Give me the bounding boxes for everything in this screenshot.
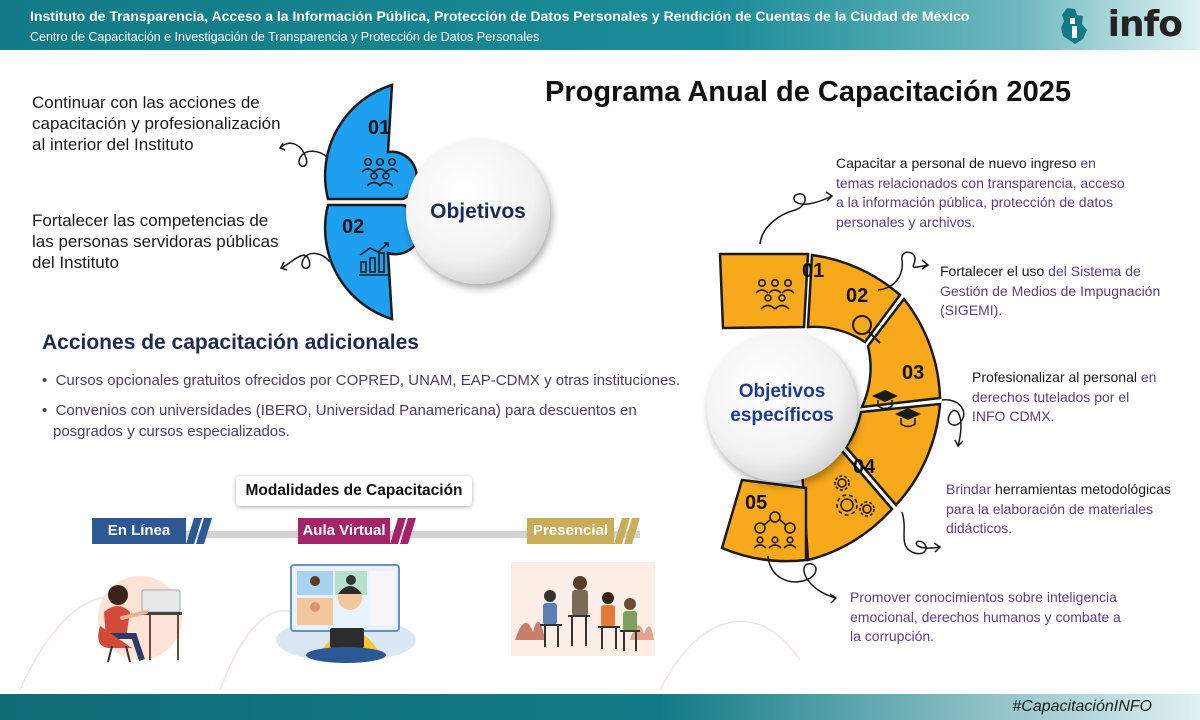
especifico-04-text bbox=[946, 480, 1171, 539]
acciones-title: Acciones de capacitación adicionales bbox=[42, 331, 419, 354]
spec-text: derechos tutelados por el bbox=[972, 388, 1130, 405]
objetivos-label: Objetivos bbox=[430, 200, 526, 223]
tab-aula-virtual[interactable]: Aula Virtual bbox=[298, 518, 390, 544]
objetivo-02-segment bbox=[325, 205, 421, 319]
acciones-bullet-text: Cursos opcionales gratuitos ofrecidos por COPRED, UNAM, EAP-CDMX y otras instituciones. bbox=[55, 372, 680, 389]
in-person-class-illustration bbox=[511, 562, 655, 656]
hashtag: #CapacitaciónINFO bbox=[1012, 698, 1152, 715]
especificos-label bbox=[712, 380, 852, 428]
bullet-dot: • bbox=[42, 372, 56, 389]
modalidades-title: Modalidades de Capacitación bbox=[236, 476, 472, 506]
spec-text: didácticos. bbox=[946, 520, 1013, 536]
especificos-label-line: específicos bbox=[730, 405, 834, 426]
objetivo-02-line: las personas servidoras públicas bbox=[32, 232, 279, 251]
acciones-bullet-text: posgrados y cursos especializados. bbox=[53, 423, 290, 440]
spec-text: a la información pública, protección de datos bbox=[836, 194, 1114, 210]
spec-text: personales y archivos. bbox=[836, 213, 976, 230]
especifico-02-number: 02 bbox=[846, 285, 869, 307]
spec-text: Capacitar a personal de nuevo ingreso bbox=[836, 155, 1081, 171]
objetivo-01-segment bbox=[325, 85, 417, 199]
bullet-dot: • bbox=[42, 402, 56, 419]
especifico-05-number: 05 bbox=[745, 492, 768, 514]
especificos-label-line: Objetivos bbox=[738, 381, 826, 402]
spec-text: en bbox=[1080, 155, 1096, 171]
objetivo-01-number: 01 bbox=[368, 117, 391, 139]
spec-text: emocional, derechos humanos y combate a bbox=[850, 608, 1121, 625]
spec-text: herramientas metodológicas bbox=[995, 481, 1171, 497]
objetivo-01-text bbox=[32, 92, 322, 155]
spec-text: Brindar bbox=[946, 481, 996, 497]
curly-arrow-icon bbox=[942, 400, 964, 446]
especifico-01-text bbox=[836, 154, 1125, 232]
especifico-03-number: 03 bbox=[902, 362, 925, 384]
tab-en-linea[interactable]: En Línea bbox=[92, 518, 186, 544]
spec-text: para la elaboración de materiales bbox=[946, 500, 1154, 517]
spec-text: Promover conocimientos sobre inteligencia bbox=[850, 589, 1117, 605]
spec-text: (SIGEMI). bbox=[940, 302, 1003, 318]
page-title: Programa Anual de Capacitación 2025 bbox=[545, 76, 1071, 108]
institute-name: Instituto de Transparencia, Acceso a la Información Pública, Protección de Datos Personales y Rendición de Cuentas de la Ciudad de México bbox=[30, 8, 970, 24]
curly-arrow-icon bbox=[768, 556, 836, 598]
curly-arrow-icon bbox=[760, 194, 832, 244]
tab-presencial[interactable]: Presencial bbox=[527, 518, 614, 544]
objetivo-01-line: capacitación y profesionalización bbox=[32, 114, 281, 133]
especifico-02-text bbox=[940, 262, 1160, 321]
spec-text: temas relacionados con transparencia, acceso bbox=[836, 174, 1125, 191]
acciones-bullet-1 bbox=[42, 370, 680, 391]
logo-word: info bbox=[1107, 4, 1182, 45]
virtual-classroom-illustration bbox=[276, 565, 416, 663]
curly-arrow-icon bbox=[902, 512, 940, 554]
especifico-05-text bbox=[850, 588, 1121, 647]
objetivo-02-line: Fortalecer las competencias de bbox=[32, 211, 269, 230]
especifico-04-number: 04 bbox=[853, 456, 876, 478]
spec-text: del Sistema de bbox=[1048, 263, 1141, 279]
footer-bar bbox=[0, 694, 1200, 720]
objetivo-02-line: del Instituto bbox=[32, 253, 119, 272]
center-name: Centro de Capacitación e Investigación de Transparencia y Protección de Datos Personales bbox=[30, 30, 540, 44]
spec-text: Fortalecer el uso bbox=[940, 263, 1049, 279]
spec-text: la corrupción. bbox=[850, 628, 935, 644]
objetivo-02-number: 02 bbox=[342, 216, 365, 238]
objetivo-01-line: Continuar con las acciones de bbox=[32, 93, 260, 112]
acciones-bullet-2 bbox=[42, 400, 637, 442]
spec-text: INFO CDMX. bbox=[972, 408, 1055, 424]
spec-text: Gestión de Medios de Impugnación bbox=[940, 282, 1161, 299]
spec-text: en bbox=[1140, 369, 1157, 385]
objetivo-01-line: al interior del Instituto bbox=[32, 135, 194, 154]
online-learning-illustration bbox=[98, 576, 182, 662]
acciones-bullet-text: Convenios con universidades (IBERO, Universidad Panamericana) para descuentos en bbox=[55, 402, 637, 419]
especifico-03-text bbox=[972, 368, 1156, 427]
especifico-01-number: 01 bbox=[802, 260, 825, 282]
spec-text: Profesionalizar al personal bbox=[972, 369, 1141, 385]
objetivo-02-text bbox=[32, 210, 322, 273]
